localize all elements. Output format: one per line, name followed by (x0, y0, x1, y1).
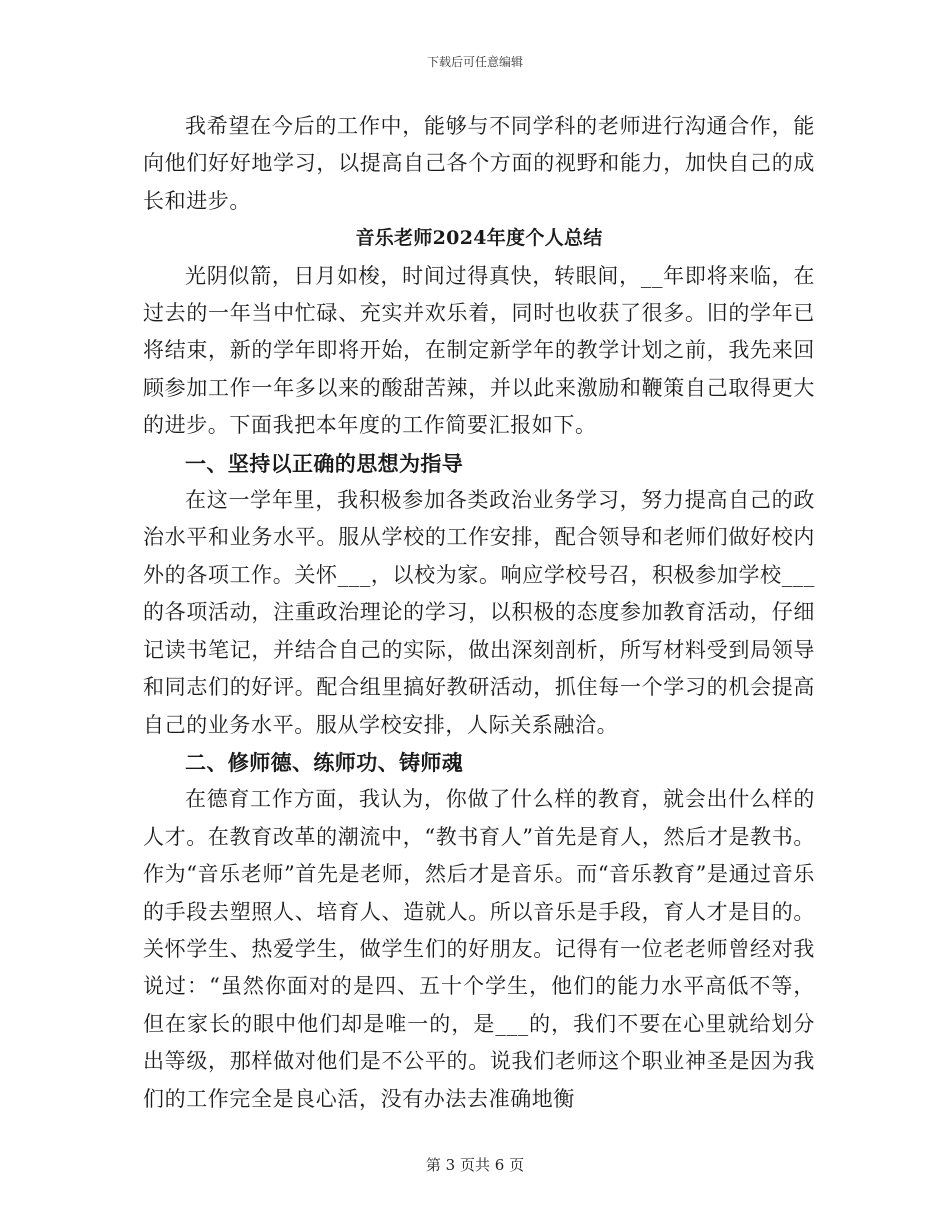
intro-paragraph: 我希望在今后的工作中，能够与不同学科的老师进行沟通合作，能向他们好好地学习，以提高自己各个方面的视野和能力，加快自己的成长和进步。 (143, 114, 815, 213)
page-number-footer: 第 3 页共 6 页 (425, 1156, 525, 1174)
section-1-paragraph: 在这一学年里，我积极参加各类政治业务学习，努力提高自己的政治水平和业务水平。服从学校的工作安排，配合领导和老师们做好校内外的各项工作。关怀___，以校为家。响应学校号召，积极参加学校___的各项活动，注重政治理论的学习，以积极的态度参加教育活动，仔细记读书笔记，并结合自己的实际，做出深刻剖析，所写材料受到局领导和同志们的好评。配合组里搞好教研活动，抓住每一个学习的机会提高自己的业务水平。服从学校安排，人际关系融洽。 (143, 488, 815, 737)
document-title: 音乐老师2024年度个人总结 (355, 227, 603, 250)
section-2-paragraph: 在德育工作方面，我认为，你做了什么样的教育，就会出什么样的人才。在教育改革的潮流中，“教书育人”首先是育人，然后才是教书。作为“音乐老师”首先是老师，然后才是音乐。而“音乐教育”是通过音乐的手段去塑照人、培育人、造就人。所以音乐是手段，育人才是目的。关怀学生、热爱学生，做学生们的好朋友。记得有一位老老师曾经对我说过：“虽然你面对的是四、五十个学生，他们的能力水平高低不等，但在家长的眼中他们却是唯一的，是___的，我们不要在心里就给划分出等级，那样做对他们是不公平的。说我们老师这个职业神圣是因为我们的工作完全是良心活，没有办法去准确地衡 (143, 787, 815, 1111)
section-2-heading: 二、修师德、练师功、铸师魂 (185, 749, 464, 775)
opening-paragraph: 光阴似箭，日月如梭，时间过得真快，转眼间，__年即将来临，在过去的一年当中忙碌、充实并欢乐着，同时也收获了很多。旧的学年已将结束，新的学年即将开始，在制定新学年的教学计划之前，我先来回顾参加工作一年多以来的酸甜苦辣，并以此来激励和鞭策自己取得更大的进步。下面我把本年度的工作简要汇报如下。 (143, 263, 815, 438)
document-body (143, 108, 815, 1118)
page-header-note: 下载后可任意编辑 (426, 55, 523, 69)
section-1-heading: 一、坚持以正确的思想为指导 (185, 450, 464, 476)
